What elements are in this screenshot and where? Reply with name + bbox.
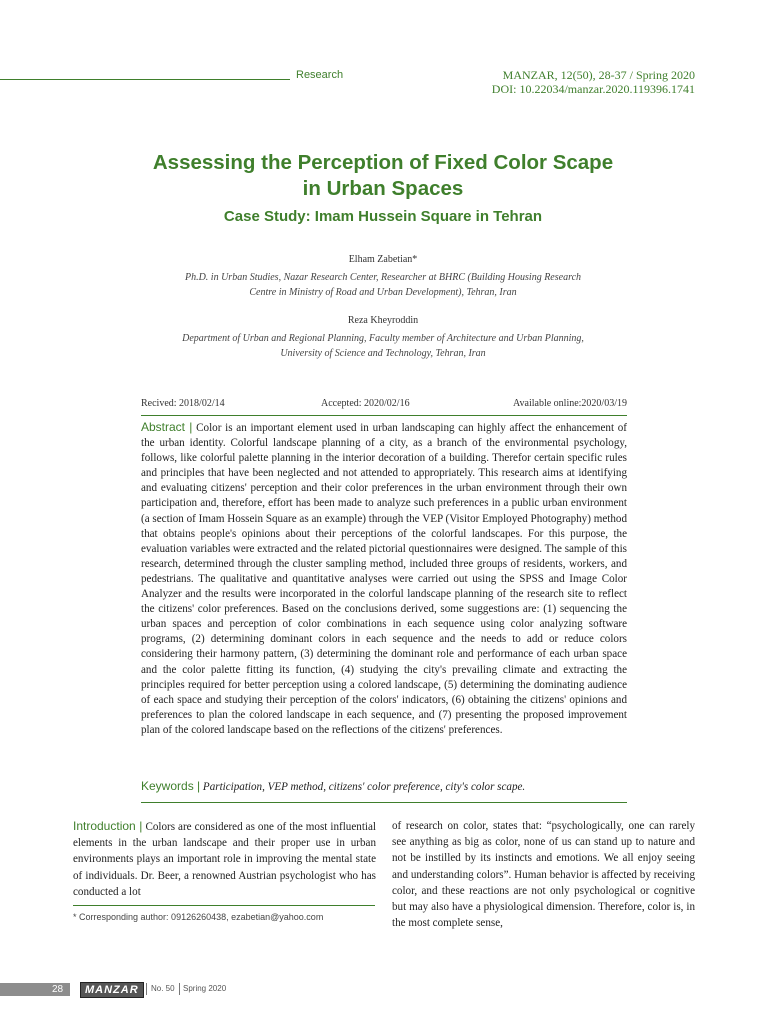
issue-season: Spring 2020 bbox=[183, 984, 227, 993]
keywords-bottom-rule bbox=[141, 802, 627, 803]
section-label: Research bbox=[296, 69, 344, 81]
keywords-label: Keywords | bbox=[141, 779, 201, 793]
corresponding-author-footnote: * Corresponding author: 09126260438, ezabetian@yahoo.com bbox=[73, 912, 324, 922]
footer-separator bbox=[146, 983, 147, 995]
affiliation-line: University of Science and Technology, Tehran, Iran bbox=[280, 348, 486, 359]
intro-left-column bbox=[73, 818, 376, 900]
page-number: 28 bbox=[52, 984, 64, 995]
issue-number: No. 50 bbox=[151, 984, 175, 993]
keywords-text: Participation, VEP method, citizens' color preference, city's color scape. bbox=[202, 781, 526, 793]
author-name-1: Elham Zabetian* bbox=[348, 254, 418, 265]
affiliation-line: Ph.D. in Urban Studies, Nazar Research Center, Researcher at BHRC (Building Housing Research bbox=[184, 272, 582, 283]
intro-right-column: of research on color, states that: “psychologically, one can rarely see anything as big as color, none of us can stand up to nature and not be instilled by its instincts and emotions. We all enjoy seeing and understanding colors”. Human behavior is affected by receiving color, and these reactions are not only psychological or cognitive but may also have a physiological dimension. Therefore, color is, in the most complete sense, bbox=[392, 820, 695, 930]
title-line-1: Assessing the Perception of Fixed Color Scape bbox=[152, 151, 614, 174]
affiliation-line: Centre in Ministry of Road and Urban Development), Tehran, Iran bbox=[249, 287, 517, 298]
journal-info bbox=[492, 68, 695, 96]
header-rule bbox=[0, 79, 290, 80]
accepted-date: Accepted: 2020/02/16 bbox=[321, 398, 410, 409]
paper-subtitle: Case Study: Imam Hussein Square in Tehran bbox=[223, 208, 543, 225]
paper-title bbox=[100, 150, 666, 202]
footnote-rule bbox=[73, 905, 375, 906]
received-date: Recived: 2018/02/14 bbox=[141, 398, 225, 409]
footer-separator bbox=[179, 983, 180, 995]
intro-text-left: Colors are considered as one of the most influential elements in the urban landscape and their proper use in urban environments plays an important role in improving the mental state of individuals. Dr. Beer, a renowned Austrian psychologist who has conducted a lot bbox=[73, 821, 376, 898]
manzar-logo: MANZAR bbox=[80, 982, 144, 998]
doi-link[interactable]: DOI: 10.22034/manzar.2020.119396.1741 bbox=[491, 82, 695, 96]
introduction-label: Introduction | bbox=[73, 819, 143, 833]
author-affiliation-1 bbox=[130, 270, 636, 300]
abstract-label: Abstract | bbox=[141, 420, 193, 434]
author-name-2: Reza Kheyroddin bbox=[347, 315, 419, 326]
online-date: Available online:2020/03/19 bbox=[513, 398, 627, 409]
title-line-2: in Urban Spaces bbox=[302, 177, 464, 200]
affiliation-line: Department of Urban and Regional Planning, Faculty member of Architecture and Urban Planning, bbox=[182, 333, 584, 344]
keywords bbox=[141, 779, 627, 793]
author-affiliation-2 bbox=[130, 331, 636, 361]
journal-citation: MANZAR, 12(50), 28-37 / Spring 2020 bbox=[502, 68, 695, 82]
abstract-text: Color is an important element used in urban landscaping can highly affect the enhancement of the urban identity. Colorful landscape planning of a city, as a branch of the environmental psychology, follows, like colorful palette planning in the interior decoration of a building. Therefor certain specific rules and principles that have been neglected and not attended to appropriately. This research aims at identifying and evaluating citizens' perception and their color preferences in the urban environment through their own participation and, therefore, effort has been made to analyze such preferences in a public urban environment (a section of Imam Hossein Square as an example) through the VEP (Visitor Employed Photography) method that obtains people's opinions about their perceptions of the colorful landscapes. For this purpose, the evaluation variables were extracted and the related pictorial questionnaires were designed. The sample of this research, determined through the cluster sampling method, included three groups of residents, workers, and pedestrians. The qualitative and quantitative analyses were carried out using the SPSS and Image Color Analyzer and the results were incorporated in the colorful landscape planning of the research site to reflect the citizens' color preferences. Based on the conclusions derived, some suggestions are: (1) sequencing the urban spaces and perception of color combinations in each sequence using color analyzing software programs, (2) determining dominant colors in each sequence and the needs to add or reduce colors considering their harmony pattern, (3) determining the dominant role and performance of each urban space and the color palette fitting its function, (4) studying the city's prevailing climate and extracting the principles required for better perception using a colored landscape, (5) determining the dominating audience of each space and studying their perception of the colors' indicators, (6) obtaining the citizens' opinions and preferences to plan the colored landscape in each sequence, and (7) presenting the proposed improvement plan of the colored landscape based on the reflections of the citizens' preferences. bbox=[141, 422, 627, 736]
abstract-top-rule bbox=[141, 415, 627, 416]
abstract bbox=[141, 420, 627, 738]
